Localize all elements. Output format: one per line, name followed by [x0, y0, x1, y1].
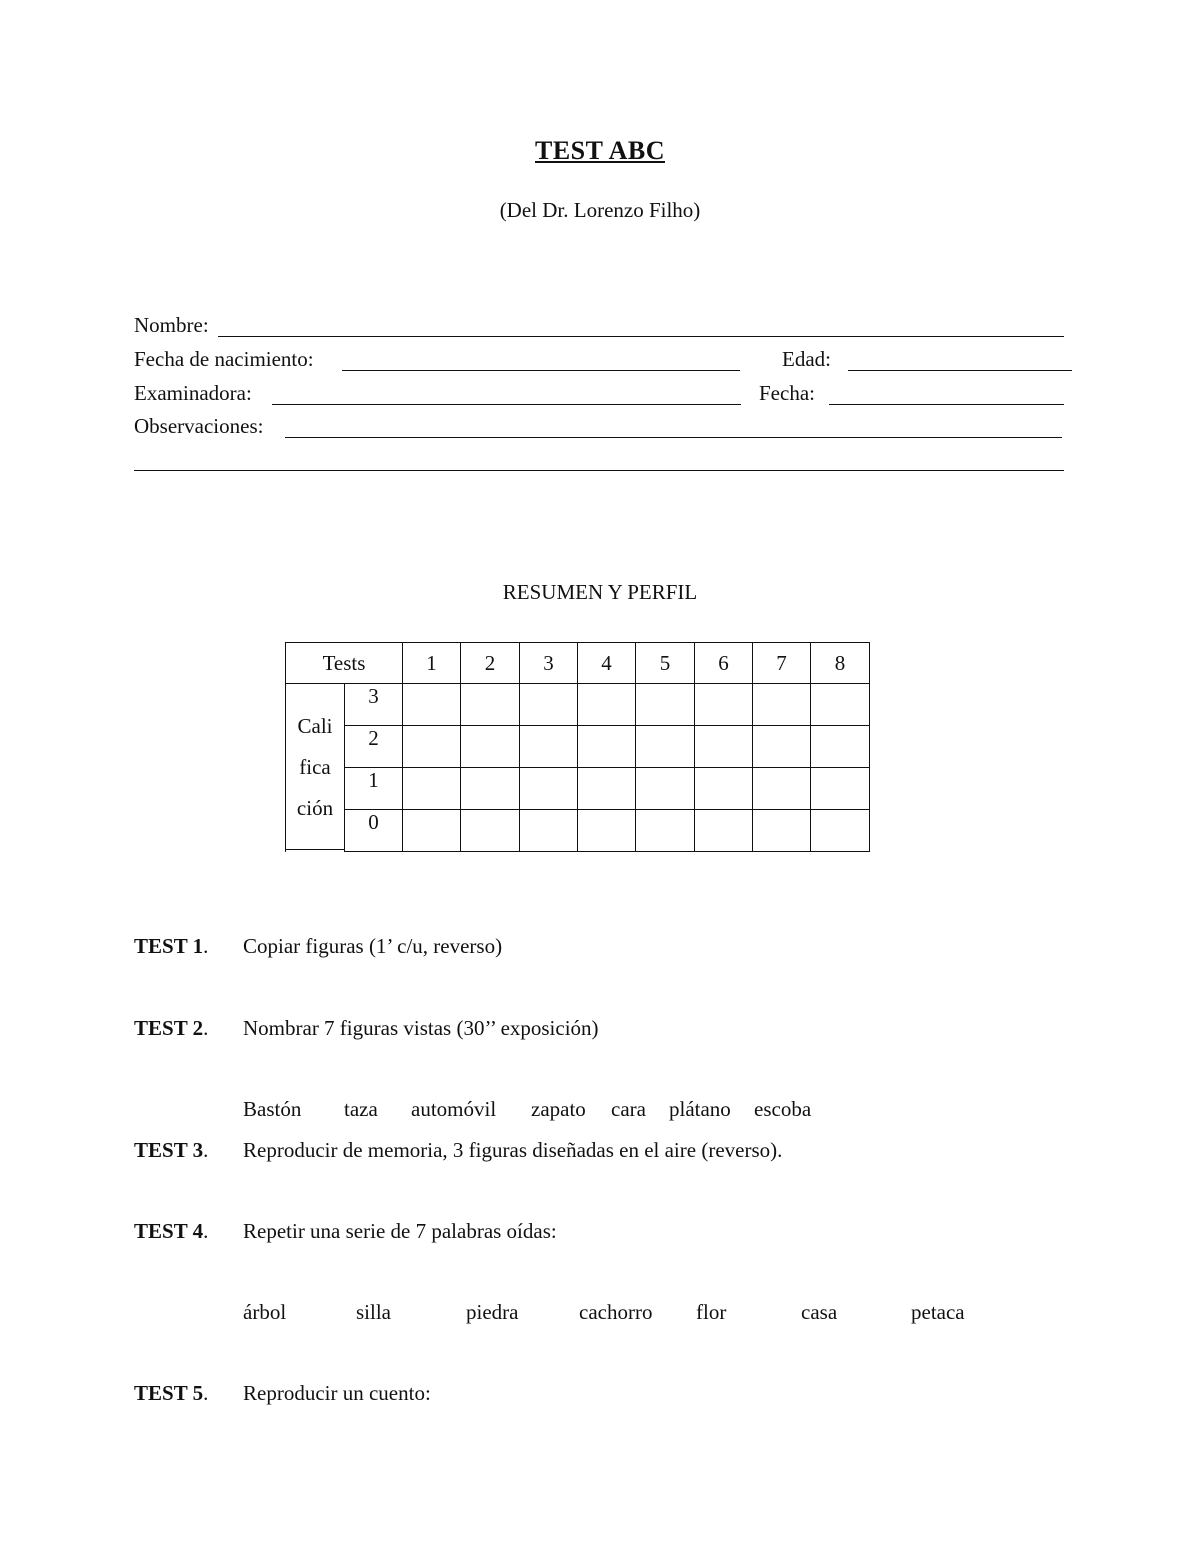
grade-row — [286, 768, 870, 810]
test-5-label: TEST 5. — [134, 1381, 209, 1405]
test-2-label: TEST 2. — [134, 1016, 209, 1040]
tests-header-cell: Tests — [286, 643, 403, 684]
grade-label-cell — [286, 684, 345, 852]
score-cell[interactable] — [753, 726, 811, 768]
score-cell[interactable] — [753, 810, 811, 852]
grade-row — [286, 726, 870, 768]
page-title: TEST ABC — [535, 136, 665, 165]
name-field[interactable] — [218, 336, 1064, 337]
test-2-word: escoba — [754, 1097, 812, 1121]
name-label: Nombre: — [134, 313, 209, 337]
score-cell[interactable] — [636, 726, 695, 768]
test-2-word: automóvil — [411, 1097, 497, 1121]
test-number-header: 8 — [811, 643, 870, 684]
test-4-word: flor — [696, 1300, 727, 1324]
test-number-header: 7 — [753, 643, 811, 684]
score-cell[interactable] — [520, 768, 578, 810]
test-1-label: TEST 1. — [134, 934, 209, 958]
score-cell[interactable] — [811, 684, 870, 726]
test-5-description: Reproducir un cuento: — [243, 1381, 431, 1405]
test-1-description: Copiar figuras (1’ c/u, reverso) — [243, 934, 503, 958]
test-number-header: 5 — [636, 643, 695, 684]
birthdate-field[interactable] — [342, 370, 740, 371]
grade-value-cell: 1 — [345, 768, 403, 810]
page-subtitle: (Del Dr. Lorenzo Filho) — [499, 198, 701, 222]
test-3-label: TEST 3. — [134, 1138, 209, 1162]
test-number-header: 6 — [695, 643, 753, 684]
score-cell[interactable] — [461, 768, 520, 810]
test-2-description: Nombrar 7 figuras vistas (30’’ exposición) — [243, 1016, 599, 1040]
test-4-word: silla — [356, 1300, 391, 1324]
score-cell[interactable] — [695, 726, 753, 768]
test-3-description: Reproducir de memoria, 3 figuras diseñadas en el aire (reverso). — [243, 1138, 783, 1162]
score-cell[interactable] — [461, 684, 520, 726]
score-cell[interactable] — [520, 684, 578, 726]
grade-value-cell: 0 — [345, 810, 403, 852]
score-cell[interactable] — [636, 768, 695, 810]
score-cell[interactable] — [403, 768, 461, 810]
table-bottom-edge — [285, 849, 345, 850]
table-header-row — [286, 643, 870, 684]
grade-value-cell: 3 — [345, 684, 403, 726]
score-cell[interactable] — [578, 684, 636, 726]
grade-label-line: Cali — [297, 714, 333, 739]
test-2-word: zapato — [531, 1097, 586, 1121]
date-label: Fecha: — [759, 381, 815, 405]
grade-row — [286, 810, 870, 852]
score-cell[interactable] — [578, 768, 636, 810]
test-4-word: cachorro — [579, 1300, 653, 1324]
score-cell[interactable] — [578, 726, 636, 768]
test-2-word: taza — [344, 1097, 378, 1121]
test-number-header: 4 — [578, 643, 636, 684]
score-cell[interactable] — [461, 810, 520, 852]
score-cell[interactable] — [403, 810, 461, 852]
score-cell[interactable] — [578, 810, 636, 852]
test-4-word: piedra — [466, 1300, 519, 1324]
score-cell[interactable] — [403, 726, 461, 768]
test-4-word: árbol — [243, 1300, 287, 1324]
score-cell[interactable] — [811, 726, 870, 768]
test-number-header: 3 — [520, 643, 578, 684]
test-2-word: cara — [611, 1097, 646, 1121]
age-field[interactable] — [848, 370, 1072, 371]
test-number-header: 2 — [461, 643, 520, 684]
grade-label-line: ción — [296, 796, 334, 821]
score-cell[interactable] — [520, 810, 578, 852]
summary-title: RESUMEN Y PERFIL — [502, 580, 698, 604]
score-cell[interactable] — [636, 684, 695, 726]
grade-label-line: fica — [299, 755, 331, 780]
score-cell[interactable] — [811, 810, 870, 852]
summary-table — [285, 642, 870, 852]
score-cell[interactable] — [520, 726, 578, 768]
examiner-label: Examinadora: — [134, 381, 252, 405]
test-2-word: Bastón — [243, 1097, 302, 1121]
grade-row — [286, 684, 870, 726]
observations-field-line-2[interactable] — [134, 470, 1064, 471]
score-cell[interactable] — [461, 726, 520, 768]
examiner-field[interactable] — [272, 404, 741, 405]
test-2-word: plátano — [669, 1097, 731, 1121]
test-4-label: TEST 4. — [134, 1219, 209, 1243]
score-cell[interactable] — [695, 768, 753, 810]
grade-value-cell: 2 — [345, 726, 403, 768]
score-cell[interactable] — [695, 684, 753, 726]
score-cell[interactable] — [753, 684, 811, 726]
birthdate-label: Fecha de nacimiento: — [134, 347, 314, 371]
test-4-description: Repetir una serie de 7 palabras oídas: — [243, 1219, 557, 1243]
date-field[interactable] — [829, 404, 1064, 405]
score-cell[interactable] — [636, 810, 695, 852]
score-cell[interactable] — [695, 810, 753, 852]
score-cell[interactable] — [753, 768, 811, 810]
test-number-header: 1 — [403, 643, 461, 684]
test-4-word: casa — [801, 1300, 838, 1324]
observations-label: Observaciones: — [134, 414, 264, 438]
score-cell[interactable] — [403, 684, 461, 726]
age-label: Edad: — [782, 347, 831, 371]
observations-field[interactable] — [285, 437, 1062, 438]
test-4-word: petaca — [911, 1300, 965, 1324]
score-cell[interactable] — [811, 768, 870, 810]
